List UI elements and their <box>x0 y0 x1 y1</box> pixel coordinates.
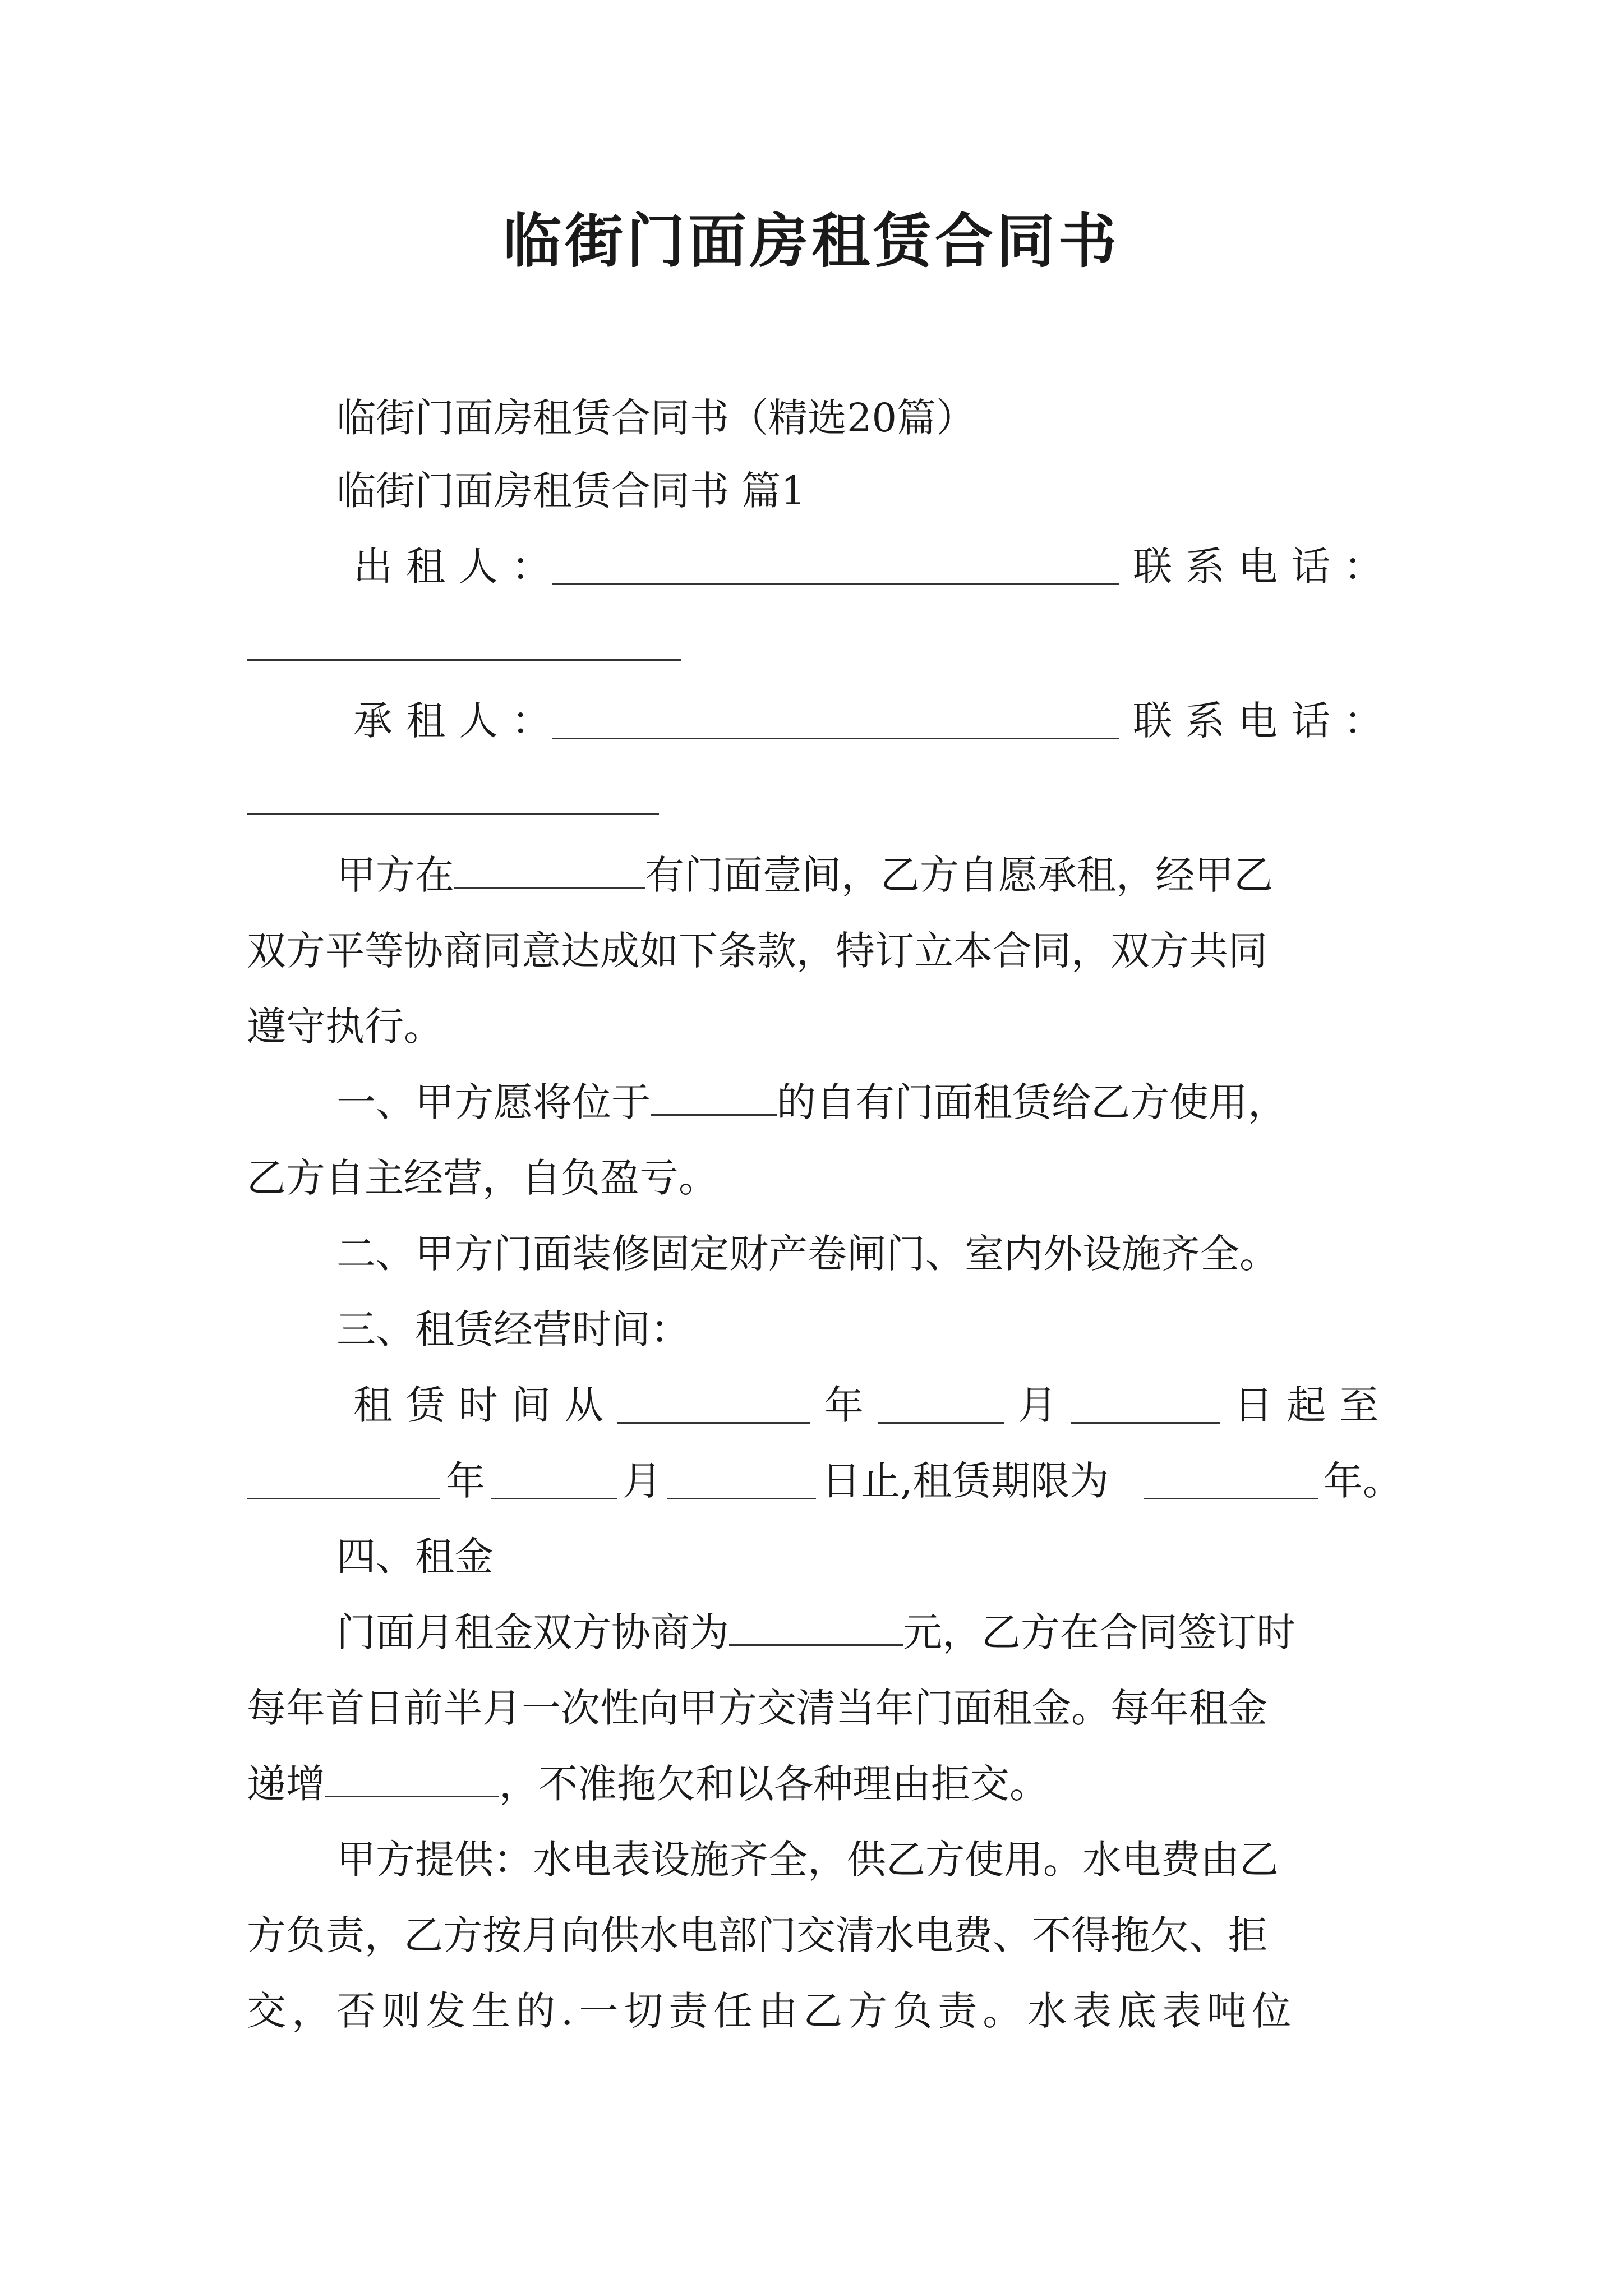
clause1-line2: 乙方自主经营，自负盈亏。 <box>247 1155 718 1201</box>
lessee-label: 承租人： <box>353 698 564 744</box>
start-day-blank[interactable] <box>1071 1422 1220 1424</box>
term-end-year-label: 年 <box>446 1458 485 1504</box>
term-day-to-label: 日止,租赁期限为 <box>822 1458 1109 1504</box>
lessee-phone-blank[interactable] <box>247 813 659 815</box>
supply-line1: 甲方提供：水电表设施齐全，供乙方使用。水电费由乙 <box>336 1837 1279 1883</box>
rent-line2: 每年首日前半月一次性向甲方交清当年门面租金。每年租金 <box>247 1685 1267 1731</box>
term-years-blank[interactable] <box>1144 1498 1318 1499</box>
rent-line1: 门面月租金双方协商为 元，乙方在合同签订时 <box>336 1609 1295 1655</box>
para1-line1: 甲方在 有门面壹间，乙方自愿承租，经甲乙 <box>336 852 1273 898</box>
lessor-phone-label: 联系电话： <box>1133 544 1396 590</box>
end-month-blank[interactable] <box>491 1498 617 1499</box>
rent-line3: 递增 ，不准拖欠和以各种理由拒交。 <box>247 1761 1049 1807</box>
para1-line3: 遵守执行。 <box>247 1004 443 1050</box>
lessee-phone-label: 联系电话： <box>1133 698 1396 744</box>
document-title: 临街门面房租赁合同书 <box>502 207 1120 275</box>
supply-line3: 交，否则发生的.一切责任由乙方负责。水表底表吨位 <box>247 1988 1297 2034</box>
clause1-line1: 一、甲方愿将位于 的自有门面租赁给乙方使用， <box>336 1079 1287 1125</box>
location-blank[interactable] <box>454 853 645 889</box>
start-month-blank[interactable] <box>878 1422 1004 1424</box>
para1-line2: 双方平等协商同意达成如下条款，特订立本合同，双方共同 <box>247 928 1267 974</box>
section-heading: 临街门面房租赁合同书 篇1 <box>336 468 806 514</box>
term-day-from-label: 日起至 <box>1234 1382 1392 1428</box>
lessor-name-blank[interactable] <box>552 583 1119 585</box>
subtitle: 临街门面房租赁合同书（精选20篇） <box>336 395 976 441</box>
start-year-blank[interactable] <box>617 1422 810 1424</box>
supply-line2: 方负责，乙方按月向供水电部门交清水电费、不得拖欠、拒 <box>247 1912 1267 1958</box>
lessor-label: 出租人： <box>353 544 564 590</box>
clause2: 二、甲方门面装修固定财产卷闸门、室内外设施齐全。 <box>336 1231 1279 1277</box>
term-month-label: 月 <box>1018 1382 1057 1428</box>
clause3: 三、租赁经营时间： <box>336 1306 690 1352</box>
address-blank[interactable] <box>651 1080 777 1116</box>
clause4: 四、租金 <box>336 1534 494 1580</box>
end-year-blank[interactable] <box>247 1498 440 1499</box>
lessee-name-blank[interactable] <box>552 738 1119 739</box>
term-year-end-label: 年。 <box>1324 1458 1402 1504</box>
end-day-blank[interactable] <box>667 1498 816 1499</box>
monthly-rent-blank[interactable] <box>729 1611 903 1646</box>
term-end-month-label: 月 <box>623 1458 662 1504</box>
term-year-label: 年 <box>824 1382 864 1428</box>
term-from-label: 租赁时间从 <box>353 1382 617 1428</box>
lessor-phone-blank[interactable] <box>247 659 681 661</box>
rent-increase-blank[interactable] <box>325 1762 499 1797</box>
